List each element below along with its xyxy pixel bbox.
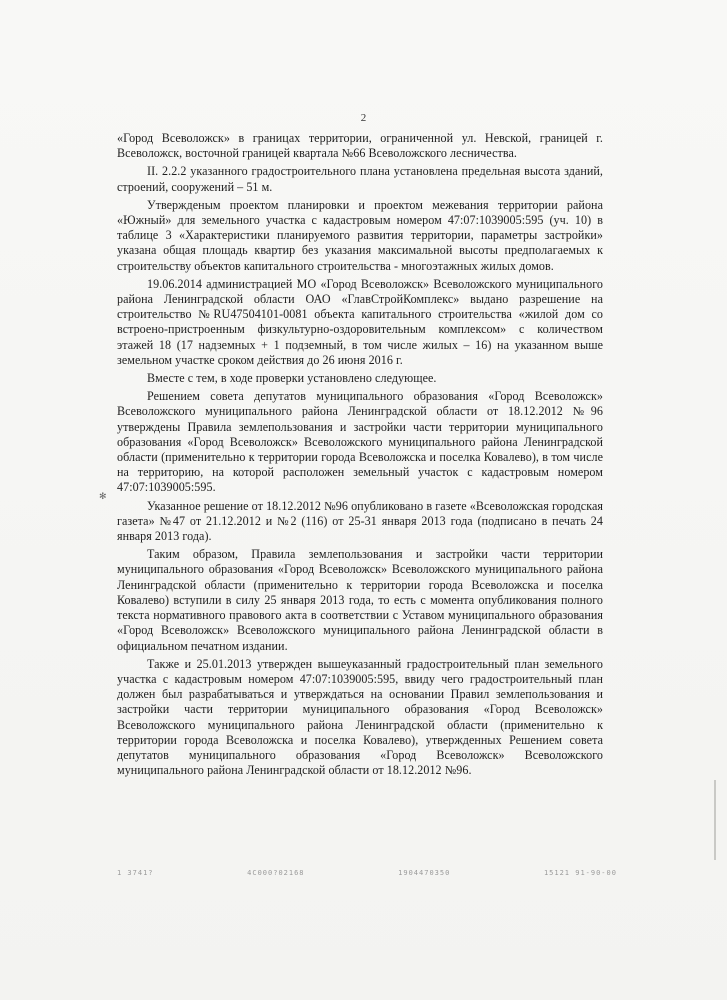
footer-code-1: 1 3741? — [117, 869, 154, 877]
footer-code-3: 1904470350 — [398, 869, 451, 877]
document-body — [117, 131, 603, 778]
paragraph-5: Вместе с тем, в ходе проверки установлено следующее. — [147, 371, 437, 386]
page-number: 2 — [360, 112, 367, 124]
paragraph-1: «Город Всеволожск» в границах территории, ограниченной ул. Невской, границей г. Всеволожск, восточной границей квартала №66 Всеволожского лесничества. — [117, 131, 603, 161]
scan-artifact-mark: ✻ — [99, 491, 107, 501]
paragraph-2: II. 2.2.2 указанного градостроительного плана установлена предельная высота зданий, строений, сооружений – 51 м. — [117, 164, 603, 194]
footer-code-2: 4С000?02168 — [247, 869, 305, 877]
paragraph-8: Таким образом, Правила землепользования и застройки части территории муниципального образования «Город Всеволожск» Всеволожского муниципального района Ленинградской области (применительно к территории города Всеволожска и поселка Ковалево) вступили в силу 25 января 2013 года, то есть с момента опубликования полного текста нормативного правового акта в соответствии с Уставом муниципального образования «Город Всеволожск» Всеволожского муниципального района Ленинградской области в официальном печатном издании. — [117, 547, 603, 653]
paragraph-3: Утвержденым проектом планировки и проектом межевания территории района «Южный» для земельного участка с кадастровым номером 47:07:1039005:595 (уч. 10) в таблице 3 «Характеристики планируемого развития территории, параметры застройки» указана общая площадь квартир без указания максимальной высоты предполагаемых к строительству объектов капитального строительства - многоэтажных жилых домов. — [117, 197, 603, 273]
footer-code-4: 15121 91-90-00 — [543, 869, 617, 877]
paragraph-6: Решением совета депутатов муниципального образования «Город Всеволожск» Всеволожского муниципального района Ленинградской области от 18.12.2012 №96 утверждены Правила землепользования и застройки части территории муниципального образования «Город Всеволожск» Всеволожского муниципального района Ленинградской области (применительно к территории города Всеволожска и поселка Ковалево), в том числе на территорию, на которой расположен земельный участок с кадастровым номером 47:07:1039005:595. — [117, 389, 603, 495]
paragraph-9: Также и 25.01.2013 утвержден вышеуказанный градостроительный план земельного участка с кадастровым номером 47:07:1039005:595, ввиду чего градостроительный план должен был разрабатываться и утверждаться на основании Правил землепользования и застройки части территории муниципального образования «Город Всеволожск» Всеволожского муниципального района Ленинградской области (применительно к территории города Всеволожска и поселка Ковалево), утвержденных Решением совета депутатов муниципального образования «Город Всеволожск» Всеволожского муниципального района Ленинградской области от 18.12.2012 №96. — [117, 656, 603, 778]
footer-codes — [117, 869, 617, 877]
scan-edge-shadow — [714, 780, 716, 860]
paragraph-4: 19.06.2014 администрацией МО «Город Всеволожск» Всеволожского муниципального района Ленинградской области ОАО «ГлавСтройКомплекс» выдано разрешение на строительство №RU47504101-0081 объекта капитального строительства «жилой дом со встроено-пристроенным физкультурно-оздоровительным комплексом» с количеством этажей 18 (17 надземных + 1 подземный, в том числе жилых – 16) на указанном выше земельном участке сроком действия до 26 июня 2016 г. — [117, 276, 603, 367]
paragraph-7: Указанное решение от 18.12.2012 №96 опубликовано в газете «Всеволожская городская газета» №47 от 21.12.2012 и №2 (116) от 25-31 января 2013 года (подписано в печать 24 января 2013 года). — [117, 498, 603, 544]
